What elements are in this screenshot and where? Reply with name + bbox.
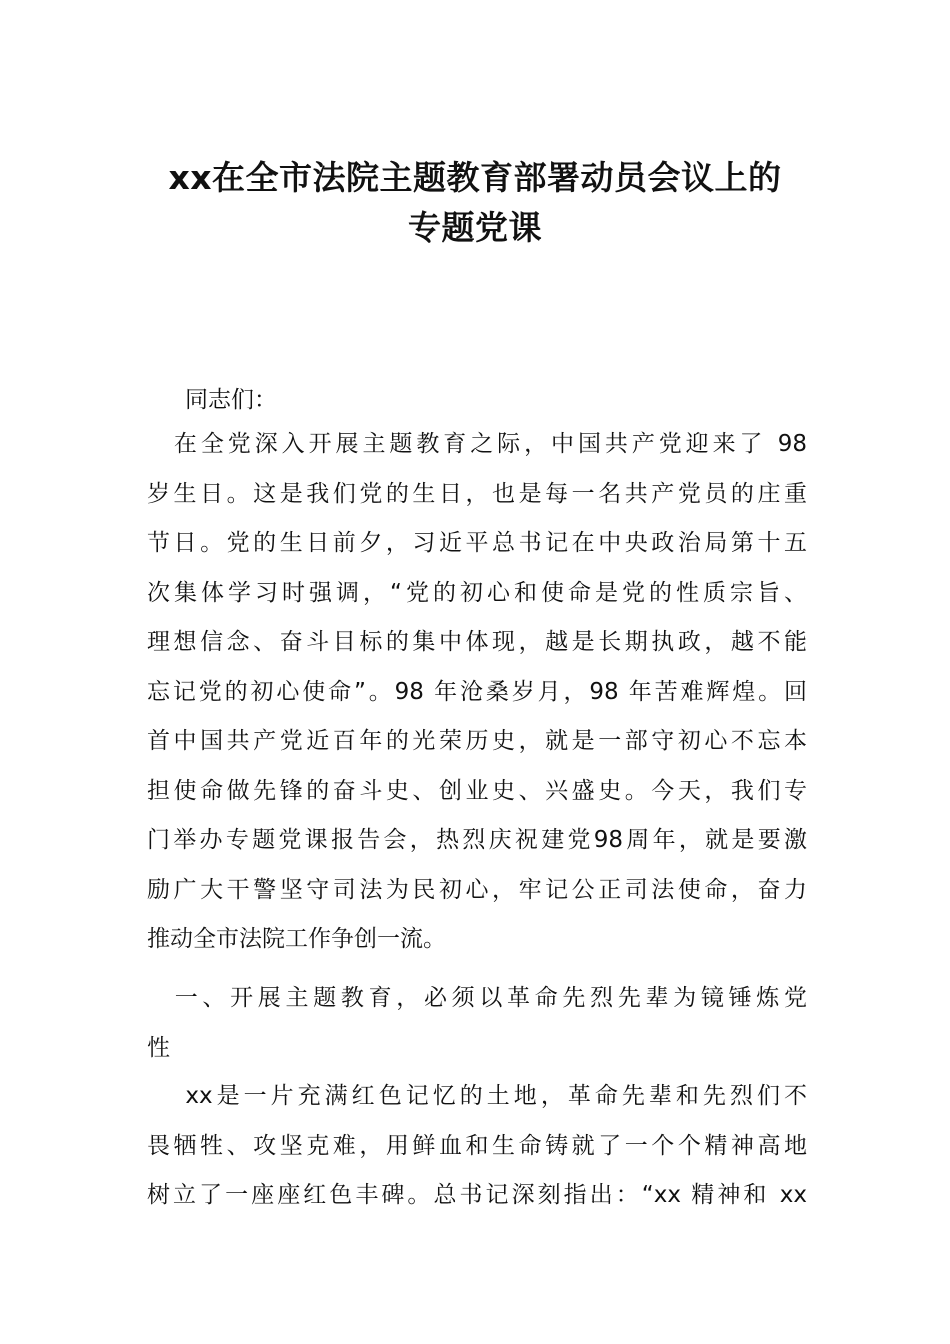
document-title-line-2: 专题党课: [408, 208, 542, 247]
paragraph-line: 首中国共产党近百年的光荣历史，就是一部守初心不忘本: [147, 728, 807, 754]
paragraph-line: 在全党深入开展主题教育之际，中国共产党迎来了 98: [147, 431, 807, 457]
paragraph-line: 岁生日。这是我们党的生日，也是每一名共产党员的庄重: [147, 480, 807, 507]
paragraph-2: [147, 1072, 807, 1221]
paragraph-line: xx是一片充满红色记忆的土地，革命先辈和先烈们不: [147, 1083, 807, 1109]
paragraph-line: 门举办专题党课报告会，热烈庆祝建党98周年，就是要激: [147, 827, 807, 853]
paragraph-1: [147, 420, 807, 965]
section-heading-1: [147, 974, 807, 1073]
paragraph-line: 忘记党的初心使命”。98 年沧桑岁月，98 年苦难辉煌。回: [147, 678, 807, 705]
paragraph-line: 节日。党的生日前夕，习近平总书记在中央政治局第十五: [147, 530, 807, 556]
paragraph-line: 次集体学习时强调，“党的初心和使命是党的性质宗旨、: [147, 579, 807, 606]
paragraph-line: 树立了一座座红色丰碑。总书记深刻指出：“xx 精神和 xx: [147, 1182, 807, 1208]
paragraph-line: 励广大干警坚守司法为民初心，牢记公正司法使命，奋力: [147, 876, 807, 903]
document-title-line-1: xx在全市法院主题教育部署动员会议上的: [168, 158, 782, 197]
salutation: 同志们：: [185, 387, 277, 413]
heading-line: 一、开展主题教育，必须以革命先烈先辈为镜锤炼党: [147, 985, 807, 1011]
paragraph-line: 畏牺牲、攻坚克难，用鲜血和生命铸就了一个个精神高地: [147, 1132, 807, 1159]
paragraph-line: 推动全市法院工作争创一流。: [147, 926, 446, 952]
paragraph-line: 理想信念、奋斗目标的集中体现，越是长期执政，越不能: [147, 629, 807, 655]
heading-line: 性: [147, 1034, 170, 1061]
paragraph-line: 担使命做先锋的奋斗史、创业史、兴盛史。今天，我们专: [147, 777, 807, 804]
